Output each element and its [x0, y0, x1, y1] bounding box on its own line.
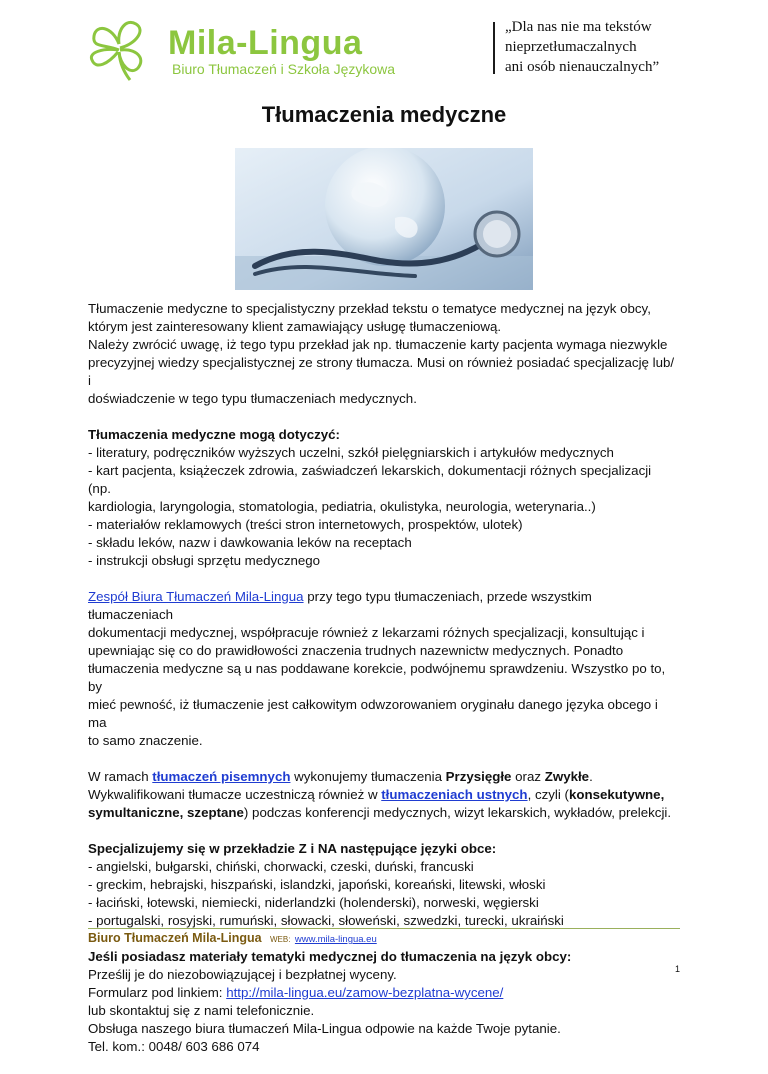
- contact-line: Prześlij je do niezobowiązującej i bezpłatnej wyceny.: [88, 967, 397, 982]
- footer-web-label: WEB:: [270, 935, 291, 944]
- services-text: wykonujemy tłumaczenia: [290, 769, 446, 784]
- list-item: - greckim, hebrajski, hiszpański, islandzki, japoński, koreański, litewski, włoski: [88, 877, 546, 892]
- footer-website-link[interactable]: www.mila-lingua.eu: [294, 934, 377, 945]
- team-text: przy tego typu tłumaczeniach, przede wszystkim tłumaczeniach: [88, 589, 592, 622]
- services-line: [88, 768, 676, 786]
- list-item: - angielski, bułgarski, chiński, chorwacki, czeski, duński, francuski: [88, 859, 474, 874]
- team-line: tłumaczenia medyczne są u nas poddawane korekcie, podwójnemu sprawdzeniu. Wszystko po to, by: [88, 661, 666, 694]
- scope-heading: Tłumaczenia medyczne mogą dotyczyć:: [88, 427, 340, 442]
- services-line: [88, 804, 676, 822]
- phone-number: Tel. kom.: 0048/ 603 686 074: [88, 1039, 260, 1054]
- consecutive-label: konsekutywne,: [568, 787, 665, 802]
- list-item: - instrukcji obsługi sprzętu medycznego: [88, 553, 321, 568]
- intro-line: Tłumaczenie medyczne to specjalistyczny przekład tekstu o tematyce medycznej na język obcy,: [88, 301, 651, 316]
- list-item: - kart pacjenta, książeczek zdrowia, zaświadczeń lekarskich, dokumentacji różnych specjalizacji (np.: [88, 463, 652, 496]
- team-line: upewniając się co do prawidłowości znaczenia trudnych nazewnictw medycznych. Ponadto: [88, 643, 624, 658]
- sworn-label: Przysięgłe: [445, 769, 512, 784]
- services-text: .: [589, 769, 593, 784]
- team-paragraph: [88, 588, 676, 750]
- quote-form-link[interactable]: http://mila-lingua.eu/zamow-bezplatna-wycene/: [226, 985, 504, 1000]
- regular-label: Zwykłe: [544, 769, 590, 784]
- services-paragraph: [88, 768, 676, 822]
- intro-line: którym jest zainteresowany klient zamawiający usługę tłumaczeniową.: [88, 319, 502, 334]
- company-logo[interactable]: [84, 14, 396, 84]
- main-content: [88, 300, 676, 1074]
- intro-paragraph: [88, 300, 676, 408]
- list-item: - materiałów reklamowych (treści stron internetowych, prospektów, ulotek): [88, 517, 523, 532]
- simultaneous-label: symultaniczne, szeptane: [88, 805, 244, 820]
- contact-section: [88, 948, 676, 1056]
- list-item: - łaciński, łotewski, niemiecki, niderlandzki (holenderski), norweski, węgierski: [88, 895, 539, 910]
- footer-divider: [88, 928, 680, 929]
- team-line: mieć pewność, iż tłumaczenie jest całkowitym odwzorowaniem oryginału danego języka obcego i ma: [88, 697, 658, 730]
- footer-web: [270, 934, 377, 945]
- list-item: - portugalski, rosyjski, rumuński, słowacki, słoweński, szwedzki, turecki, ukraiński: [88, 913, 564, 928]
- languages-section: [88, 840, 676, 930]
- globe-stethoscope-photo-icon: [235, 148, 533, 290]
- list-item: - literatury, podręczników wyższych uczelni, szkół pielęgniarskich i artykułów medycznych: [88, 445, 614, 460]
- brand-name: Mila-Lingua: [168, 24, 363, 62]
- contact-heading: Jeśli posiadasz materiały tematyki medycznej do tłumaczenia na język obcy:: [88, 949, 572, 964]
- intro-line: precyzyjnej wiedzy specjalistycznej ze strony tłumacza. Musi on również posiadać specjalizację lub/ i: [88, 355, 675, 388]
- intro-line: Należy zwrócić uwagę, iż tego typu przekład jak np. tłumaczenie karty pacjenta wymaga niezwykle: [88, 337, 668, 352]
- company-motto: „Dla nas nie ma tekstów nieprzetłumaczalnych ani osób nienauczalnych”: [505, 19, 660, 75]
- page-header: [0, 0, 768, 80]
- languages-heading: Specjalizujemy się w przekładzie Z i NA następujące języki obce:: [88, 841, 497, 856]
- services-text: , czyli (: [527, 787, 569, 802]
- header-divider: [493, 22, 495, 74]
- contact-line: Obsługa naszego biura tłumaczeń Mila-Lingua odpowie na każde Twoje pytanie.: [88, 1021, 561, 1036]
- intro-line: doświadczenie w tego typu tłumaczeniach medycznych.: [88, 391, 417, 406]
- written-translations-link[interactable]: tłumaczeń pisemnych: [152, 769, 291, 784]
- page-number: 1: [675, 964, 681, 974]
- page-title: Tłumaczenia medyczne: [261, 102, 507, 127]
- team-line: dokumentacji medycznej, współpracuje również z lekarzami różnych specjalizacji, konsultując i: [88, 625, 645, 640]
- services-line: [88, 786, 676, 804]
- services-text: W ramach: [88, 769, 153, 784]
- team-first-line: [88, 588, 676, 624]
- services-text: ) podczas konferencji medycznych, wizyt lekarskich, wykładów, prelekcji.: [243, 805, 672, 820]
- team-line: to samo znaczenie.: [88, 733, 203, 748]
- services-text: Wykwalifikowani tłumacze uczestniczą również w: [88, 787, 382, 802]
- clover-logo-icon: [84, 14, 154, 84]
- list-item: kardiologia, laryngologia, stomatologia, pediatria, okulistyka, neurologia, weterynaria..): [88, 499, 596, 514]
- contact-form-line: [88, 984, 676, 1002]
- form-prefix: Formularz pod linkiem:: [88, 985, 227, 1000]
- oral-translations-link[interactable]: tłumaczeniach ustnych: [381, 787, 528, 802]
- brand-subtitle: Biuro Tłumaczeń i Szkoła Językowa: [172, 61, 396, 77]
- team-link[interactable]: Zespół Biura Tłumaczeń Mila-Lingua: [88, 589, 304, 604]
- scope-section: [88, 426, 676, 570]
- services-text: oraz: [511, 769, 545, 784]
- list-item: - składu leków, nazw i dawkowania leków na receptach: [88, 535, 412, 550]
- contact-line: lub skontaktuj się z nami telefonicznie.: [88, 1003, 315, 1018]
- footer-company-name: Biuro Tłumaczeń Mila-Lingua: [88, 931, 262, 945]
